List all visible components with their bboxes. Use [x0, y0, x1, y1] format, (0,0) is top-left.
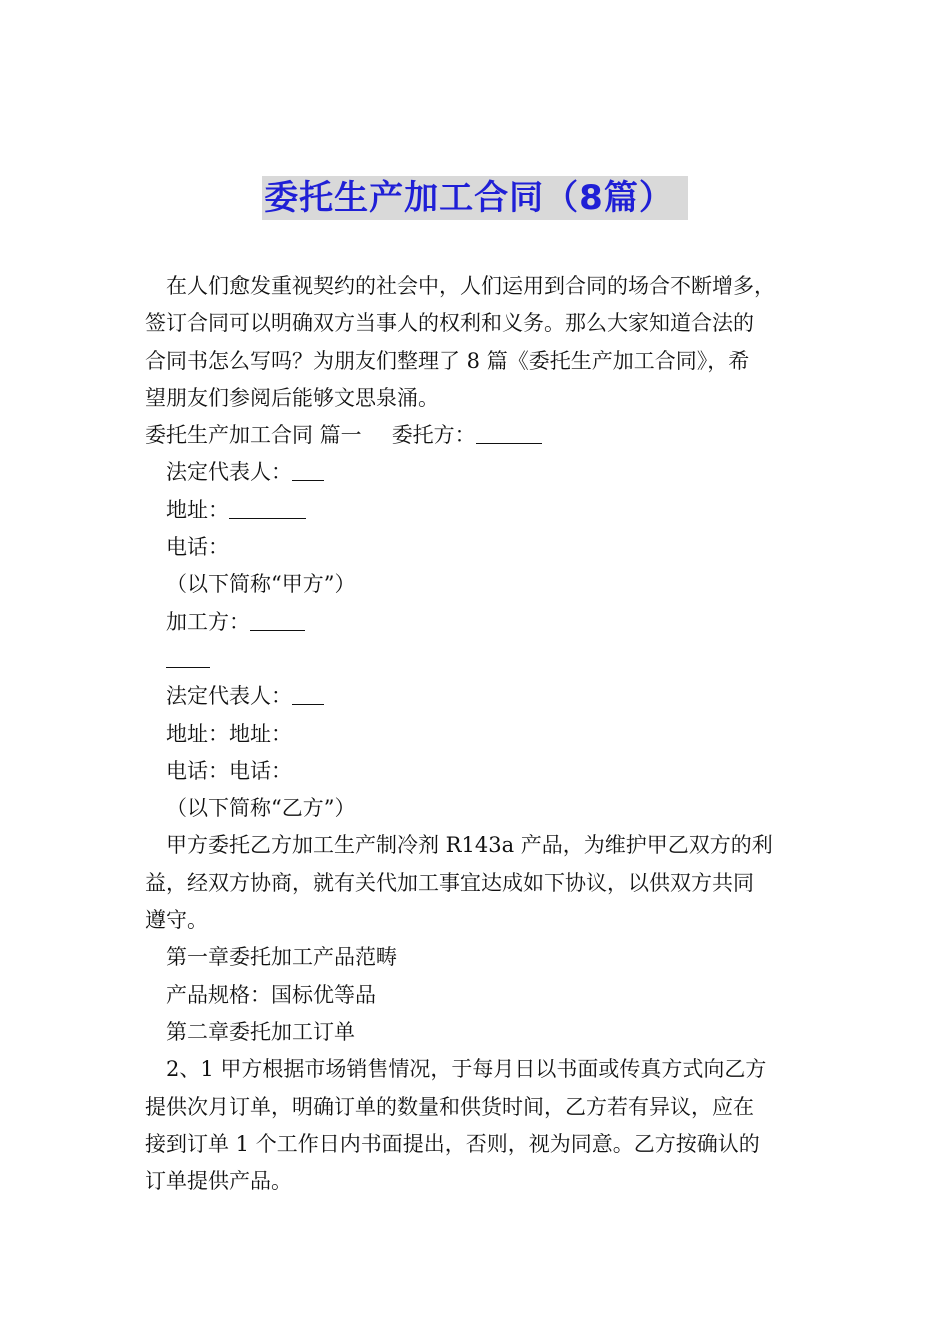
- client-addr-blank: [229, 498, 306, 519]
- product-spec: 产品规格：国标优等品: [166, 982, 376, 1007]
- document-title: 委托生产加工合同（8篇）: [262, 176, 688, 220]
- intro-line-2: 签订合同可以明确双方当事人的权利和义务。那么大家知道合法的: [145, 311, 754, 336]
- client-rep-row: [145, 454, 815, 491]
- processor-phone-row: 电话：电话：: [166, 758, 292, 783]
- processor-rep-label: 法定代表人：: [166, 684, 292, 709]
- purpose-line-1: 甲方委托乙方加工生产制冷剂 R143a 产品，为维护甲乙双方的利: [166, 833, 773, 858]
- processor-addr-row: 地址：地址：: [166, 721, 292, 746]
- processor-rep-row: [145, 678, 815, 715]
- processor-blank: [250, 610, 305, 631]
- intro-line-3: 合同书怎么写吗？为朋友们整理了 8 篇《委托生产加工合同》，希: [145, 348, 750, 373]
- processor-blank-row: [145, 641, 815, 678]
- client-rep-label: 法定代表人：: [166, 460, 292, 485]
- document-body: [145, 268, 815, 1200]
- title-container: [0, 176, 950, 220]
- purpose-line-2: 益，经双方协商，就有关代加工事宜达成如下协议，以供双方共同: [145, 870, 754, 895]
- party-b-note: （以下简称“乙方”）: [166, 796, 356, 821]
- client-rep-blank: [292, 460, 324, 481]
- clause-2-1-line-2: 提供次月订单，明确订单的数量和供货时间，乙方若有异议，应在: [145, 1094, 754, 1119]
- client-addr-label: 地址：: [166, 497, 229, 522]
- client-phone-row: [145, 529, 815, 566]
- client-phone-label: 电话：: [166, 535, 229, 560]
- chapter2-title: 第二章委托加工订单: [166, 1019, 355, 1044]
- chapter1-title: 第一章委托加工产品范畴: [166, 945, 397, 970]
- processor-rep-blank: [292, 684, 324, 705]
- clause-2-1-line-3: 接到订单 1 个工作日内书面提出，否则，视为同意。乙方按确认的: [145, 1131, 760, 1156]
- clause-2-1-line-4: 订单提供产品。: [145, 1169, 292, 1194]
- section-heading-row: [145, 417, 815, 454]
- client-blank: [476, 423, 542, 444]
- party-a-note: （以下简称“甲方”）: [166, 572, 356, 597]
- intro-line-4: 望朋友们参阅后能够文思泉涌。: [145, 385, 439, 410]
- section-heading: 委托生产加工合同 篇一: [145, 423, 362, 448]
- client-label: 委托方：: [391, 423, 476, 448]
- client-addr-row: [145, 492, 815, 529]
- clause-2-1-line-1: 2、1 甲方根据市场销售情况，于每月日以书面或传真方式向乙方: [166, 1057, 767, 1082]
- processor-row: [145, 604, 815, 641]
- purpose-line-3: 遵守。: [145, 908, 208, 933]
- intro-line-1: 在人们愈发重视契约的社会中，人们运用到合同的场合不断增多，: [166, 274, 775, 298]
- processor-label: 加工方：: [166, 609, 250, 634]
- processor-blank-continued: [166, 647, 210, 668]
